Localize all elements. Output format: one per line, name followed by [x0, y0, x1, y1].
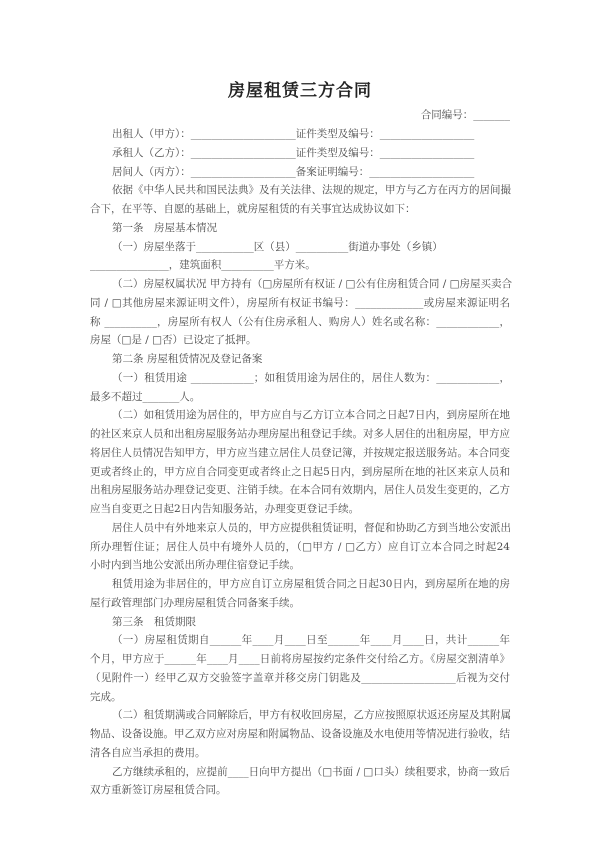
text-line: 双方重新签订房屋租赁合同。 — [90, 784, 227, 797]
text-line: （二）如租赁用途为居住的，甲方应自与乙方订立本合同之日起7日内，到房屋所在地 — [112, 409, 510, 422]
text-line: （见附件一）经甲乙双方交验签字盖章并移交房门钥匙及__________________后视为交付 — [90, 671, 510, 684]
text-line: 房屋（□是 / □否）已设定了抵押。 — [90, 334, 257, 347]
text-line: 更或者终止的，甲方应自合同变更或者终止之日起5日内，到房屋所在地的社区来京人员和 — [90, 465, 510, 478]
text-line: 居住人员中有外地来京人员的，甲方应提供租赁证明，督促和协助乙方到当地公安派出 — [112, 521, 511, 534]
text-line: 完成。 — [90, 690, 122, 703]
text-line: 第三条 租赁期限 — [112, 615, 196, 628]
text-line: 将居住人员情况告知甲方，甲方应当建立居住人员登记簿，并按规定报送服务站。本合同变 — [90, 446, 510, 459]
text-line: 清各自应当承担的费用。 — [90, 746, 206, 759]
text-line: 同 / □其他房屋来源证明文件），房屋所有权证书编号：_____________或房屋来源证明名 — [90, 296, 510, 309]
text-line: _______________，建筑面积__________平方米。 — [90, 259, 316, 272]
contract-body — [90, 125, 513, 800]
text-line: 的社区来京人员和出租房屋服务站办理房屋出租登记手续。对多人居住的出租房屋，甲方应 — [90, 428, 510, 440]
text-line: 最多不超过_______人。 — [90, 390, 201, 403]
text-line: （一）房屋坐落于___________区（县）__________街道办事处（乡镇） — [112, 240, 443, 253]
text-line: 小时内到当地公安派出所办理住宿登记手续。 — [90, 559, 300, 572]
text-line: 物品、设备设施。甲乙双方应对房屋和附属物品、设备设施及水电使用等情况进行验收，结 — [90, 728, 510, 740]
text-line: 出租人（甲方）：____________________证件类型及编号：__________________ — [112, 128, 475, 140]
text-line: 第二条 房屋租赁情况及登记备案 — [112, 353, 263, 365]
text-line: 合下，在平等、自愿的基础上，就房屋租赁的有关事宜达成协议如下： — [90, 203, 416, 215]
text-line: （一）房屋租赁期自______年____月____日至______年____月____日，共计______年 — [112, 634, 510, 647]
text-line: （二）租赁期满或合同解除后，甲方有权收回房屋，乙方应按照原状返还房屋及其附属 — [112, 709, 511, 722]
text-line: 所办理暂住证；居住人员中有境外人员的，（□甲方 / □乙方）应自订立本合同之时起24 — [90, 540, 510, 553]
text-line: 个月，甲方应于______年____月____日前将房屋按约定条件交付给乙方。《房屋交割清单》 — [90, 653, 510, 665]
contract-number-field: 合同编号：_______ — [420, 109, 510, 121]
text-line: 居间人（丙方）：____________________备案证明编号：____________________ — [112, 165, 475, 178]
text-line: 乙方继续承租的，应提前____日向甲方提出（□书面 / □口头）续租要求，协商一致后 — [112, 765, 510, 778]
text-line: 屋行政管理部门办理房屋租赁合同备案手续。 — [90, 596, 300, 609]
document-title: 房屋租赁三方合同 — [228, 81, 372, 101]
text-line: 承租人（乙方）：____________________证件类型及编号：__________________ — [112, 146, 475, 159]
text-line: （一）租赁用途 ____________；如租赁用途为居住的，居住人数为：____________， — [112, 371, 510, 384]
text-line: 称 __________，房屋所有权人（公有住房承租人、购房人）姓名或名称：____________， — [90, 315, 510, 328]
text-line: 第一条 房屋基本情况 — [112, 221, 217, 234]
text-line: 出租房屋服务站办理登记变更、注销手续。在本合同有效期内，居住人员发生变更的，乙方 — [90, 484, 510, 497]
text-line: 应当自变更之日起2日内告知服务站，办理变更登记手续。 — [90, 503, 360, 515]
text-line: （二）房屋权属状况 甲方持有（□房屋所有权证 / □公有住房租赁合同 / □房屋买卖合 — [112, 278, 513, 290]
text-line: 依据《中华人民共和国民法典》及有关法律、法规的规定，甲方与乙方在丙方的居间撮 — [112, 184, 511, 197]
text-line: 租赁用途为非居住的，甲方应自订立房屋租赁合同之日起30日内，到房屋所在地的房 — [112, 578, 510, 590]
